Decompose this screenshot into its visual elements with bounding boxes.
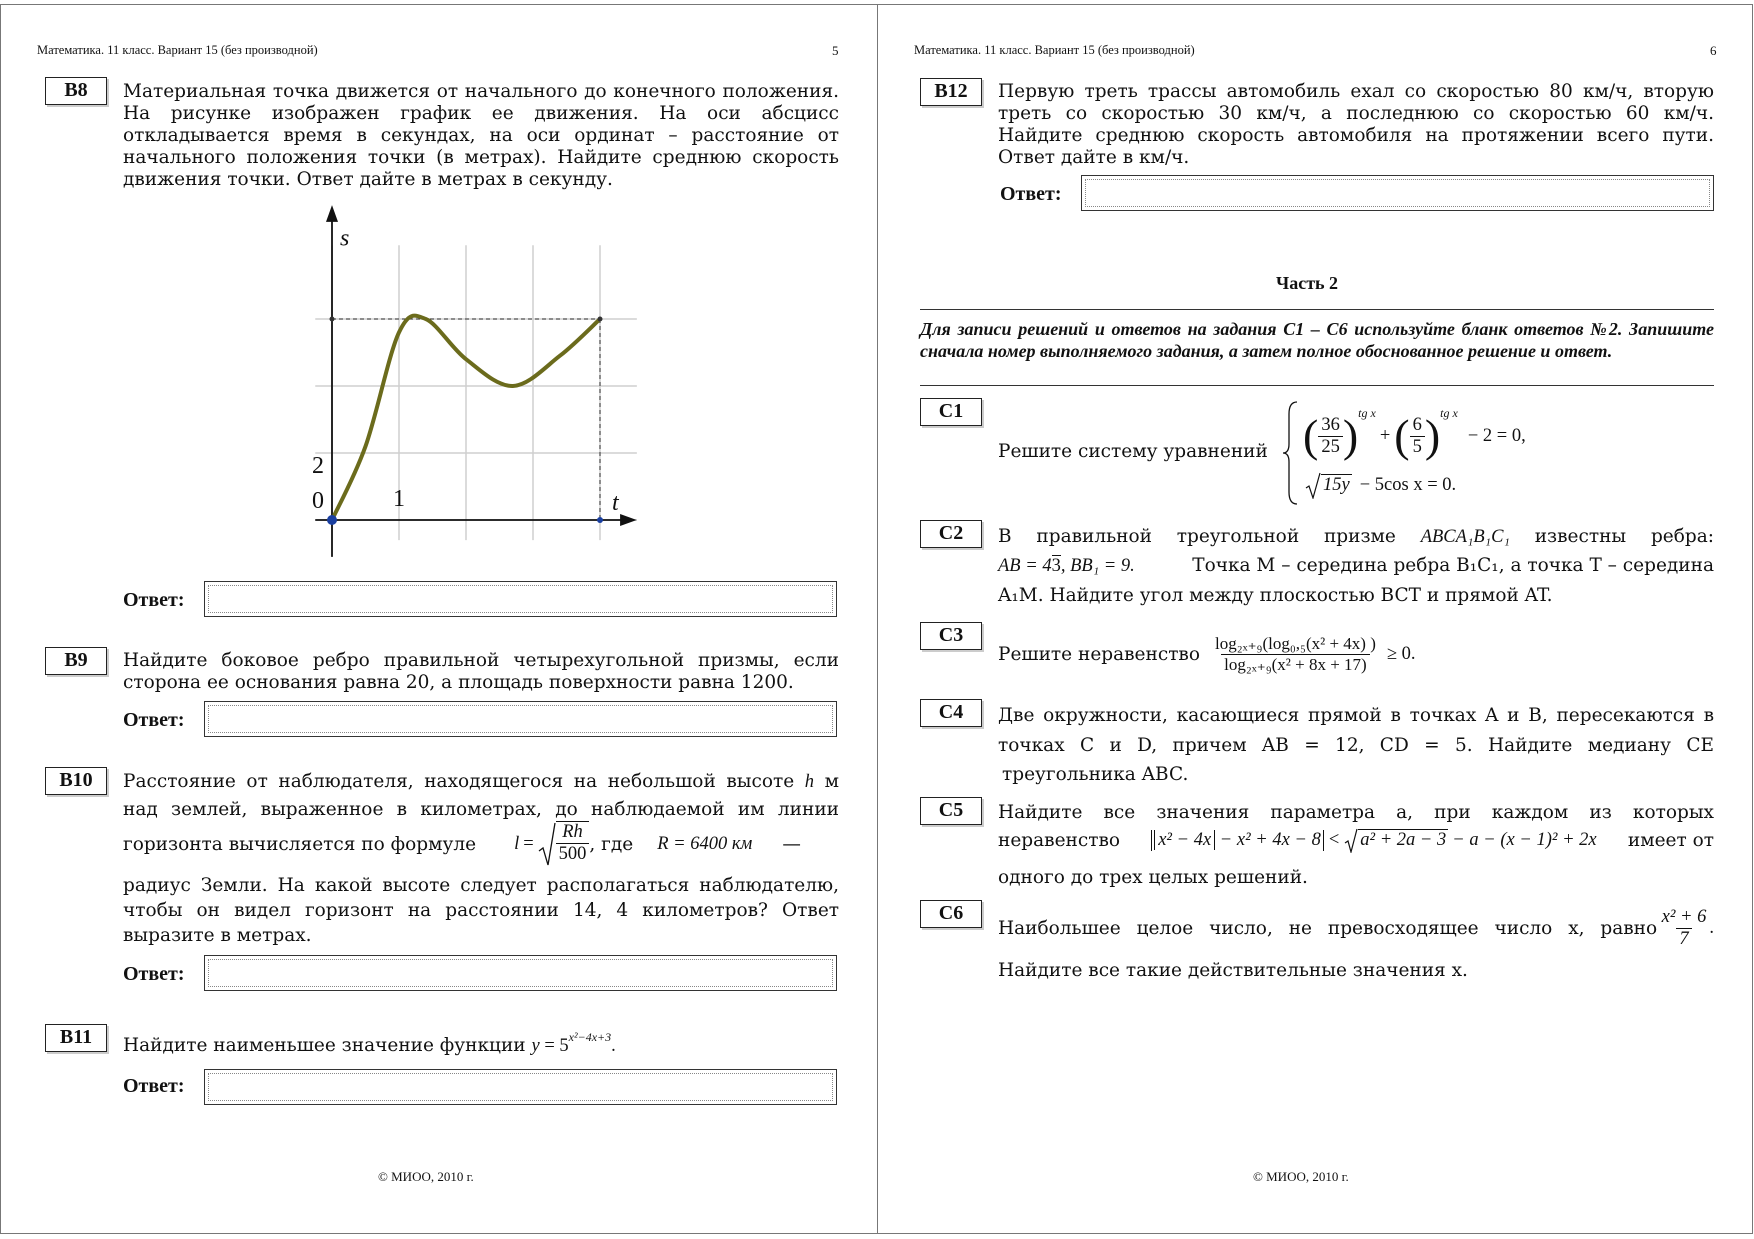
c5-line2-end: имеет от xyxy=(1627,829,1714,851)
y-axis-arrow-icon xyxy=(326,205,338,222)
sqrt-sign-icon xyxy=(1305,471,1321,499)
c1-frac-b-num: 6 xyxy=(1412,414,1422,435)
c1-eq1-tail: − 2 = 0, xyxy=(1467,425,1526,446)
task-label-c5: C5 xyxy=(920,797,982,825)
c3-text: Решите неравенство xyxy=(998,643,1200,665)
c5-lt: < xyxy=(1328,829,1340,850)
answer-field-b11[interactable] xyxy=(204,1069,837,1105)
c1-exp-a: tg x xyxy=(1358,406,1376,420)
c5-tail: − a − (x − 1)² + 2x xyxy=(1452,829,1597,850)
x-axis-arrow-icon xyxy=(620,514,637,526)
answer-field-b9[interactable] xyxy=(204,701,837,737)
c6-frac-den: 7 xyxy=(1676,928,1691,950)
c1-frac-b xyxy=(1410,415,1425,458)
b10-line3-text: горизонта вычисляется по формуле xyxy=(123,833,477,855)
task-c4-line3: треугольника ABC. xyxy=(1002,764,1189,785)
task-c4-line1: Две окружности, касающиеся прямой в точках A и B, пересекаются в xyxy=(998,705,1714,726)
c2-bb1: , BB₁ = 9. xyxy=(1060,556,1135,576)
b10-line1-text: Расстояние от наблюдателя, находящегося на небольшой высоте xyxy=(123,771,795,792)
c1-exp-b: tg x xyxy=(1440,406,1458,420)
page-footer: © МИОО, 2010 г. xyxy=(1253,1169,1349,1184)
page-header: Математика. 11 класс. Вариант 15 (без производной) xyxy=(37,43,318,57)
page-number: 6 xyxy=(1710,43,1717,58)
c3-den: log₂ₓ₊₉(x² + 8x + 17) xyxy=(1221,654,1370,675)
task-b10-line4: радиус Земли. На какой высоте следует располагаться наблюдателю, xyxy=(123,875,839,896)
c1-frac-a-num: 36 xyxy=(1321,414,1340,435)
b10-dash: — xyxy=(782,833,801,855)
task-b10-line5: чтобы он видел горизонт на расстоянии 14, 4 километров? Ответ xyxy=(123,900,839,921)
c2-prism: ABCA₁B₁C₁ xyxy=(1420,527,1510,547)
b11-y: y xyxy=(531,1036,540,1057)
task-b9-text: Найдите боковое ребро правильной четырехугольной призмы, если сторона ее основания равна 20, а площадь поверхности равна 1200. xyxy=(123,650,839,693)
c6-text: Наибольшее целое число, не превосходящее число x, равно xyxy=(998,917,1658,939)
task-label-b8: B8 xyxy=(45,77,107,105)
b10-formula-num: Rh xyxy=(562,822,583,842)
c1-root: 15y xyxy=(1323,474,1350,495)
task-label-c4: C4 xyxy=(920,699,982,727)
c2-line1-tail: известны ребра: xyxy=(1534,526,1714,547)
task-b8-text: Материальная точка движется от начального до конечного положения. На рисунке изображен график ее движения. На оси абсцисс откладывается время в секундах, на оси ординат – расстояние от начального положения точки (в метрах). Найдите среднюю скорость движения точки. Ответ дайте в метрах в секунду. xyxy=(123,81,839,190)
answer-label-b12: Ответ: xyxy=(1000,183,1062,205)
c6-frac-num: x² + 6 xyxy=(1661,906,1707,927)
page-number: 5 xyxy=(832,43,839,58)
c1-frac-b-den: 5 xyxy=(1410,436,1425,458)
x-axis-label: t xyxy=(612,490,619,516)
task-label-b11: B11 xyxy=(45,1024,107,1052)
part2-instructions: Для записи решений и ответов на задания С1 – С6 используйте бланк ответов №2. Запишите сначала номер выполняемого задания, а затем полное обоснованное решение и ответ. xyxy=(920,319,1714,361)
start-point xyxy=(327,515,337,525)
task-c2-line1 xyxy=(998,526,1714,548)
end-point xyxy=(598,317,603,322)
end-time-point xyxy=(597,517,603,523)
task-label-b9: B9 xyxy=(45,647,107,675)
sqrt-sign-icon xyxy=(538,821,556,867)
series-line-s-t xyxy=(332,316,600,520)
task-c6-line2: Найдите все такие действительные значения x. xyxy=(998,960,1468,981)
task-c1-text: Решите систему уравнений xyxy=(998,441,1268,462)
task-b10-line1 xyxy=(123,771,839,793)
b10-formula-fraction xyxy=(556,821,590,865)
c2-line2-tail: Точка M – середина ребра B₁C₁, а точка T – середина xyxy=(1192,555,1714,576)
answer-label-b9: Ответ: xyxy=(123,709,185,731)
task-c2-line2 xyxy=(998,555,1714,577)
end-distance-point xyxy=(330,317,335,322)
task-b12-text: Первую треть трассы автомобиль ехал со скоростью 80 км/ч, вторую треть со скоростью 30 км/ч, а последнюю со скоростью 60 км/ч. Найдите среднюю скорость автомобиля на протяжении всего пути. Ответ дайте в км/ч. xyxy=(998,81,1714,168)
task-c5-line2 xyxy=(998,827,1714,853)
y-axis-label: s xyxy=(340,225,350,252)
task-label-b10: B10 xyxy=(45,767,107,795)
part2-title: Часть 2 xyxy=(1276,273,1339,293)
task-c6-line1: Наибольшее целое число, не превосходящее число x, равно $\frac{\text{x² + 6}}{7}$ . xyxy=(998,906,1714,949)
c3-tail: ≥ 0. xyxy=(1386,643,1416,664)
c2-ab: AB = 4 xyxy=(998,556,1052,576)
task-label-c1: C1 xyxy=(920,398,982,426)
task-c4-line2: точках C и D, причем AB = 12, CD = 5. Найдите медиану CE xyxy=(998,735,1714,756)
c5-line2-text: неравенство xyxy=(998,829,1120,851)
c1-equation-1: ( $\frac{36}{25}$ ) $^{tg x}$ + ( $\frac{6}{5}$ ) $^{tg x}$ − 2 = 0, xyxy=(1303,406,1526,461)
task-c5-line3: одного до трех целых решений. xyxy=(998,867,1308,888)
b10-formula-l: l xyxy=(514,833,520,854)
c1-eq2-tail: − 5cos x = 0. xyxy=(1359,474,1457,495)
b11-base: 5 xyxy=(559,1036,569,1057)
b10-r-value: R = 6400 км xyxy=(657,833,753,854)
task-b11-text: Найдите наименьшее значение функции $y = 5^{x^2-4x+3}$. xyxy=(123,1030,616,1057)
answer-label-b8: Ответ: xyxy=(123,589,185,611)
c2-line1-text: В правильной треугольной призме xyxy=(998,526,1396,547)
answer-label-b10: Ответ: xyxy=(123,963,185,985)
b10-h-var: h xyxy=(804,772,815,792)
c5-root: a² + 2a − 3 xyxy=(1360,830,1447,850)
task-b10-line2: над землей, выраженное в километрах, до наблюдаемой им линии xyxy=(123,799,839,820)
c5-abs-inner: x² − 4x xyxy=(1154,830,1215,850)
c3-num: log₂ₓ₊₉(log₀,₅(x² + 4x) ) xyxy=(1214,633,1376,653)
tick-label-x-1: 1 xyxy=(393,486,405,512)
page-right xyxy=(877,4,1753,1234)
divider xyxy=(920,309,1714,310)
task-b10-line6: выразите в метрах. xyxy=(123,925,312,946)
answer-label-b11: Ответ: xyxy=(123,1075,185,1097)
b11-text: Найдите наименьшее значение функции xyxy=(123,1035,526,1057)
task-label-b12: B12 xyxy=(920,78,982,106)
divider xyxy=(920,385,1714,386)
c1-frac-a xyxy=(1318,415,1343,458)
c5-mid: − x² + 4x − 8 xyxy=(1219,829,1321,850)
answer-field-b8[interactable] xyxy=(204,581,837,617)
c1-equation-2 xyxy=(1305,471,1456,499)
answer-field-b12[interactable] xyxy=(1081,175,1714,211)
tick-label-origin: 0 xyxy=(312,488,324,514)
page-footer: © МИОО, 2010 г. xyxy=(378,1169,474,1184)
c1-frac-a-den: 25 xyxy=(1318,436,1343,458)
task-c5-line1: Найдите все значения параметра a, при каждом из которых xyxy=(998,802,1714,823)
task-label-c6: C6 xyxy=(920,900,982,928)
b11-exponent: x²−4x+3 xyxy=(568,1030,612,1044)
b10-formula-den: 500 xyxy=(556,843,590,865)
system-brace-icon xyxy=(1282,400,1300,506)
sqrt-sign-icon xyxy=(1344,827,1358,853)
c5-abs-outer xyxy=(1151,830,1324,851)
task-label-c3: C3 xyxy=(920,622,982,650)
c6-fraction xyxy=(1659,907,1710,950)
b10-m-unit: м xyxy=(824,771,839,792)
task-b10-line3: горизонта вычисляется по формуле l = $\frac{Rh}{500}$ , где R = 6400 км — xyxy=(123,819,839,869)
b10-line3-where: , где xyxy=(589,833,634,855)
page-header: Математика. 11 класс. Вариант 15 (без производной) xyxy=(914,43,1195,57)
task-c3-line xyxy=(998,623,1416,685)
page-left xyxy=(0,4,878,1234)
c2-sqrt3: 3 xyxy=(1051,556,1061,576)
answer-field-b10[interactable] xyxy=(204,955,837,991)
task-label-c2: C2 xyxy=(920,520,982,548)
c3-fraction xyxy=(1212,634,1379,675)
tick-label-y-2: 2 xyxy=(312,453,324,479)
task-c2-line3: A₁M. Найдите угол между плоскостью BCT и прямой AT. xyxy=(998,585,1553,606)
